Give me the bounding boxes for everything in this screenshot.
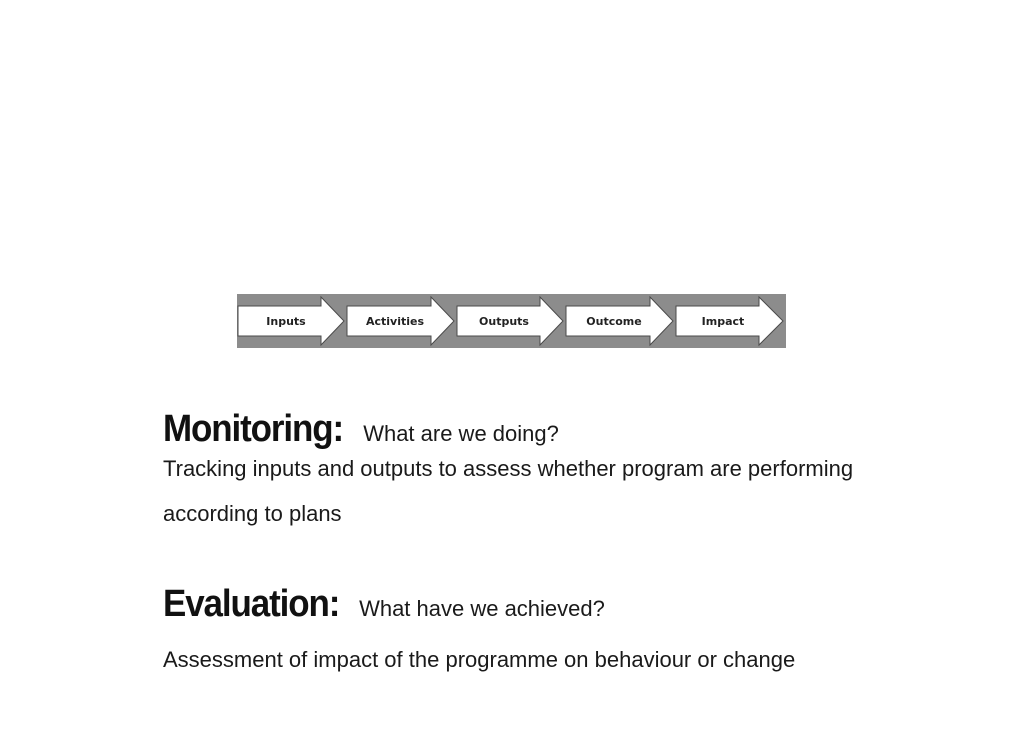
monitoring-description-line2: according to plans xyxy=(163,501,342,526)
flow-step-label: Inputs xyxy=(266,315,306,328)
evaluation-term: Evaluation: xyxy=(163,583,340,625)
flow-step-label: Impact xyxy=(701,315,745,328)
evaluation-question: What have we achieved? xyxy=(359,596,605,621)
flow-step-label: Outcome xyxy=(586,315,642,328)
logic-model-diagram xyxy=(237,294,786,348)
monitoring-question: What are we doing? xyxy=(363,421,559,446)
monitoring-description-line1: Tracking inputs and outputs to assess whether program are performing xyxy=(163,456,854,481)
evaluation-heading xyxy=(163,583,605,626)
evaluation-description: Assessment of impact of the programme on behaviour or change xyxy=(163,647,796,672)
flow-step-label: Activities xyxy=(365,315,425,328)
monitoring-heading xyxy=(163,408,559,451)
flow-step-label: Outputs xyxy=(479,315,529,328)
monitoring-term: Monitoring: xyxy=(163,408,344,450)
